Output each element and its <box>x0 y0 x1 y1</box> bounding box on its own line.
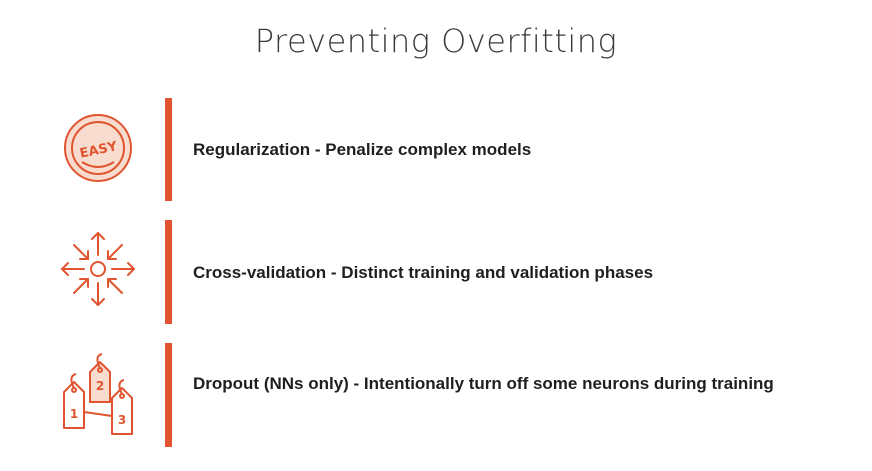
accent-bar <box>165 343 172 447</box>
item-label: Cross-validation - Distinct training and validation phases <box>193 263 654 282</box>
numbered-tags-icon <box>54 350 142 438</box>
svg-text:2: 2 <box>95 379 105 393</box>
item-label: Dropout (NNs only) - Intentionally turn off some neurons during training <box>193 374 774 393</box>
accent-bar <box>165 220 172 324</box>
svg-text:3: 3 <box>117 413 127 427</box>
svg-text:1: 1 <box>69 407 79 421</box>
svg-text:EASY: EASY <box>78 139 119 162</box>
directional-arrows-icon <box>54 225 142 313</box>
item-label: Regularization - Penalize complex models <box>193 140 532 159</box>
accent-bar <box>165 98 172 201</box>
slide-title: Preventing Overfitting <box>254 22 618 60</box>
easy-button-icon <box>54 104 142 192</box>
